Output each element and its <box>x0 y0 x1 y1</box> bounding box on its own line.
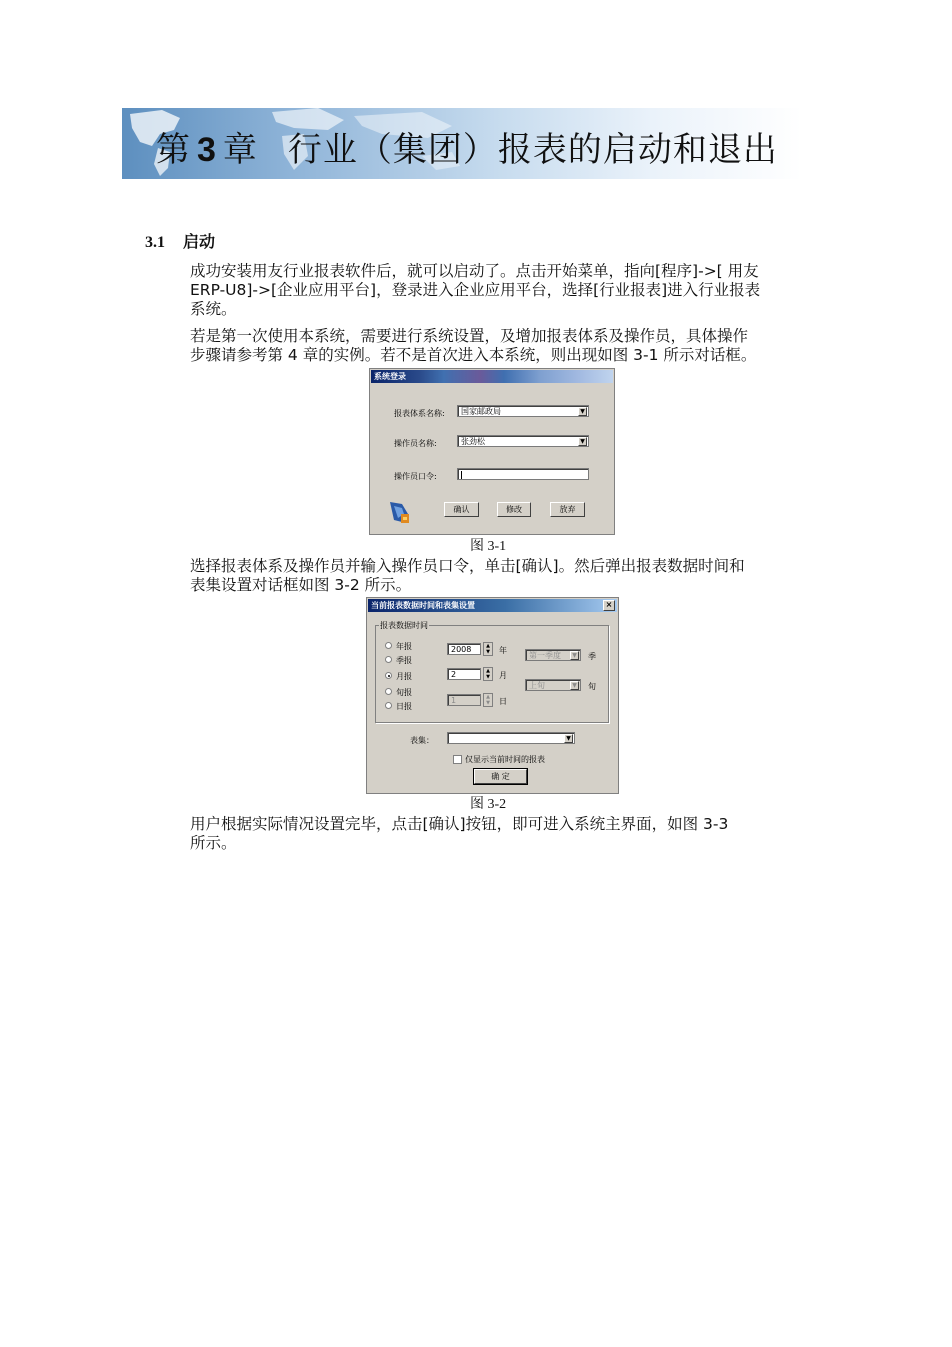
cancel-button[interactable]: 放弃 <box>550 502 585 517</box>
chevron-down-icon[interactable]: ▼ <box>570 651 579 660</box>
password-input[interactable] <box>457 468 589 480</box>
figure-caption-3-1: 图 3-1 <box>470 539 507 554</box>
chevron-down-icon[interactable]: ▼ <box>564 734 573 743</box>
login-titlebar[interactable]: 系统登录 <box>371 370 613 383</box>
year-spinner[interactable]: ▲ ▼ <box>483 642 493 656</box>
radio-quarter[interactable] <box>385 656 392 663</box>
modify-button[interactable]: 修改 <box>497 502 531 517</box>
chevron-down-icon[interactable]: ▼ <box>578 437 587 446</box>
radio-year-label: 年报 <box>396 642 412 651</box>
month-unit: 月 <box>499 671 507 680</box>
paragraph-4: 用户根据实际情况设置完毕，点击[确认]按钮，即可进入系统主界面，如图 3-3 所示。 <box>190 815 729 852</box>
figure-caption-3-2: 图 3-2 <box>470 797 507 812</box>
radio-quarter-label: 季报 <box>396 656 412 665</box>
radio-year[interactable] <box>385 642 392 649</box>
radio-month[interactable] <box>385 672 392 679</box>
confirm-button[interactable]: 确认 <box>444 502 479 517</box>
day-unit: 日 <box>499 697 507 706</box>
day-spinner[interactable]: ▲ ▼ <box>483 693 493 707</box>
close-button[interactable]: × <box>603 600 615 611</box>
chapter-title: 第 3 章 行业（集团）报表的启动和退出 <box>156 130 778 170</box>
year-input[interactable]: 2008 <box>447 643 481 655</box>
radio-xun[interactable] <box>385 688 392 695</box>
radio-day-label: 日报 <box>396 702 412 711</box>
report-set-select[interactable] <box>447 732 575 744</box>
chevron-down-icon[interactable]: ▼ <box>578 407 587 416</box>
report-set-label: 表集： <box>410 736 434 745</box>
month-input[interactable]: 2 <box>447 668 481 680</box>
report-time-dialog <box>366 597 619 794</box>
radio-day[interactable] <box>385 702 392 709</box>
chapter-banner <box>122 108 802 179</box>
paragraph-2: 若是第一次使用本系统，需要进行系统设置，及增加报表体系及操作员，具体操作 步骤请参考第 4 章的实例。若不是首次进入本系统，则出现如图 3-1 所示对话框。 <box>190 327 757 364</box>
radio-xun-label: 旬报 <box>396 688 412 697</box>
current-time-only-label: 仅显示当前时间的报表 <box>465 755 545 764</box>
paragraph-3: 选择报表体系及操作员并输入操作员口令，单击[确认]。然后弹出报表数据时间和 表集设置对话框如图 3-2 所示。 <box>190 557 745 594</box>
xun-select[interactable]: 上旬 ▼ <box>525 679 581 691</box>
system-name-label: 报表体系名称: <box>394 409 445 418</box>
quarter-select[interactable]: 第一季度 ▼ <box>525 649 581 661</box>
login-key-icon <box>388 500 412 526</box>
radio-month-label: 月报 <box>396 672 412 681</box>
password-label: 操作员口令: <box>394 472 437 481</box>
xun-unit: 旬 <box>588 682 596 691</box>
chevron-down-icon[interactable]: ▼ <box>570 681 579 690</box>
ok-button[interactable]: 确 定 <box>474 769 527 784</box>
operator-name-select[interactable]: 张劲松 ▼ <box>457 435 589 447</box>
section-heading: 3.1 启动 <box>145 232 216 251</box>
report-time-titlebar[interactable]: 当前报表数据时间和表集设置 × <box>368 599 617 612</box>
quarter-unit: 季 <box>588 652 596 661</box>
operator-name-label: 操作员名称: <box>394 439 437 448</box>
login-dialog <box>369 368 615 535</box>
current-time-only-checkbox[interactable] <box>453 755 462 764</box>
year-unit: 年 <box>499 646 507 655</box>
time-group-label: 报表数据时间 <box>380 621 428 630</box>
paragraph-1: 成功安装用友行业报表软件后，就可以启动了。点击开始菜单，指向[程序]->[ 用友 ERP-U8]->[企业应用平台]，登录进入企业应用平台，选择[行业报表]进入行业报表 系统。 <box>190 262 761 318</box>
system-name-select[interactable]: 国家邮政局 ▼ <box>457 405 589 417</box>
day-input[interactable]: 1 <box>447 694 481 706</box>
month-spinner[interactable]: ▲ ▼ <box>483 667 493 681</box>
